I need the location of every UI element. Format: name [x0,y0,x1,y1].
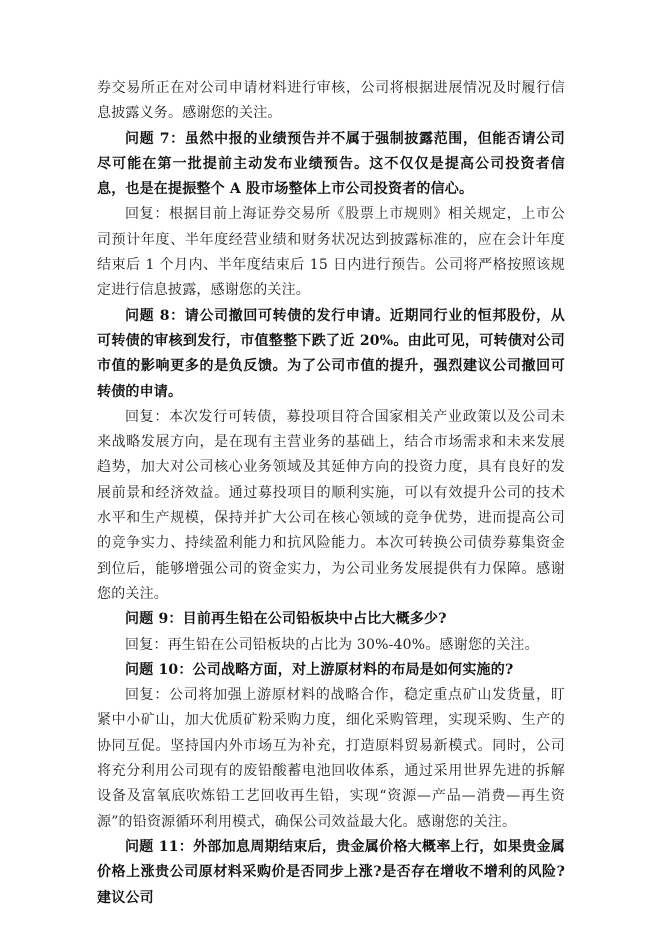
question-7: 问题 7：虽然中报的业绩预告并不属于强制披露范围，但能否请公司尽可能在第一批提前主动发布业绩预告。这不仅仅是提高公司投资者信息，也是在提振整个 A 股市场整体上市公司投资者的信心。 [97,130,565,198]
document-body [97,76,565,911]
question-8: 问题 8：请公司撤回可转债的发行申请。近期同行业的恒邦股份，从可转债的审核到发行，市值整整下跌了近 20%。由此可见，可转债对公司市值的影响更多的是负反馈。为了公司市值的提升，强烈建议公司撤回可转债的申请。 [97,307,565,400]
answer-9: 回复：再生铅在公司铅板块的占比为 30%-40%。感谢您的关注。 [125,636,539,653]
paragraph-continuation: 券交易所正在对公司申请材料进行审核，公司将根据进展情况及时履行信息披露义务。感谢您的关注。 [97,80,565,122]
question-10: 问题 10：公司战略方面，对上游原材料的布局是如何实施的? [125,661,514,678]
answer-10: 回复：公司将加强上游原材料的战略合作，稳定重点矿山发货量，盯紧中小矿山，加大优质矿粉采购力度，细化采购管理，实现采购、生产的协同互促。坚持国内外市场互为补充，打造原料贸易新模式。同时，公司将充分利用公司现有的废铅酸蓄电池回收体系，通过采用世界先进的拆解设备及富氧底吹炼铅工艺回收再生铅，实现“资源—产品—消费—再生资源”的铅资源循环利用模式，确保公司效益最大化。感谢您的关注。 [97,687,565,830]
answer-7: 回复：根据目前上海证券交易所《股票上市规则》相关规定，上市公司预计年度、半年度经营业绩和财务状况达到披露标准的，应在会计年度结束后 1 个月内、半年度结束后 15 日内进行预告。公司将严格按照该规定进行信息披露，感谢您的关注。 [97,206,565,299]
question-11: 问题 11：外部加息周期结束后，贵金属价格大概率上行，如果贵金属价格上涨贵公司原材料采购价是否同步上涨?是否存在增收不增利的风险?建议公司 [97,838,565,906]
answer-8: 回复：本次发行可转债，募投项目符合国家相关产业政策以及公司未来战略发展方向，是在现有主营业务的基础上，结合市场需求和未来发展趋势，加大对公司核心业务领域及其延伸方向的投资力度，具有良好的发展前景和经济效益。通过募投项目的顺利实施，可以有效提升公司的技术水平和生产规模，保持并扩大公司在核心领域的竞争优势，进而提高公司的竞争实力、持续盈利能力和抗风险能力。本次可转换公司债券募集资金到位后，能够增强公司的资金实力，为公司业务发展提供有力保障。感谢您的关注。 [97,408,565,602]
question-9: 问题 9：目前再生铅在公司铅板块中占比大概多少? [125,611,447,628]
